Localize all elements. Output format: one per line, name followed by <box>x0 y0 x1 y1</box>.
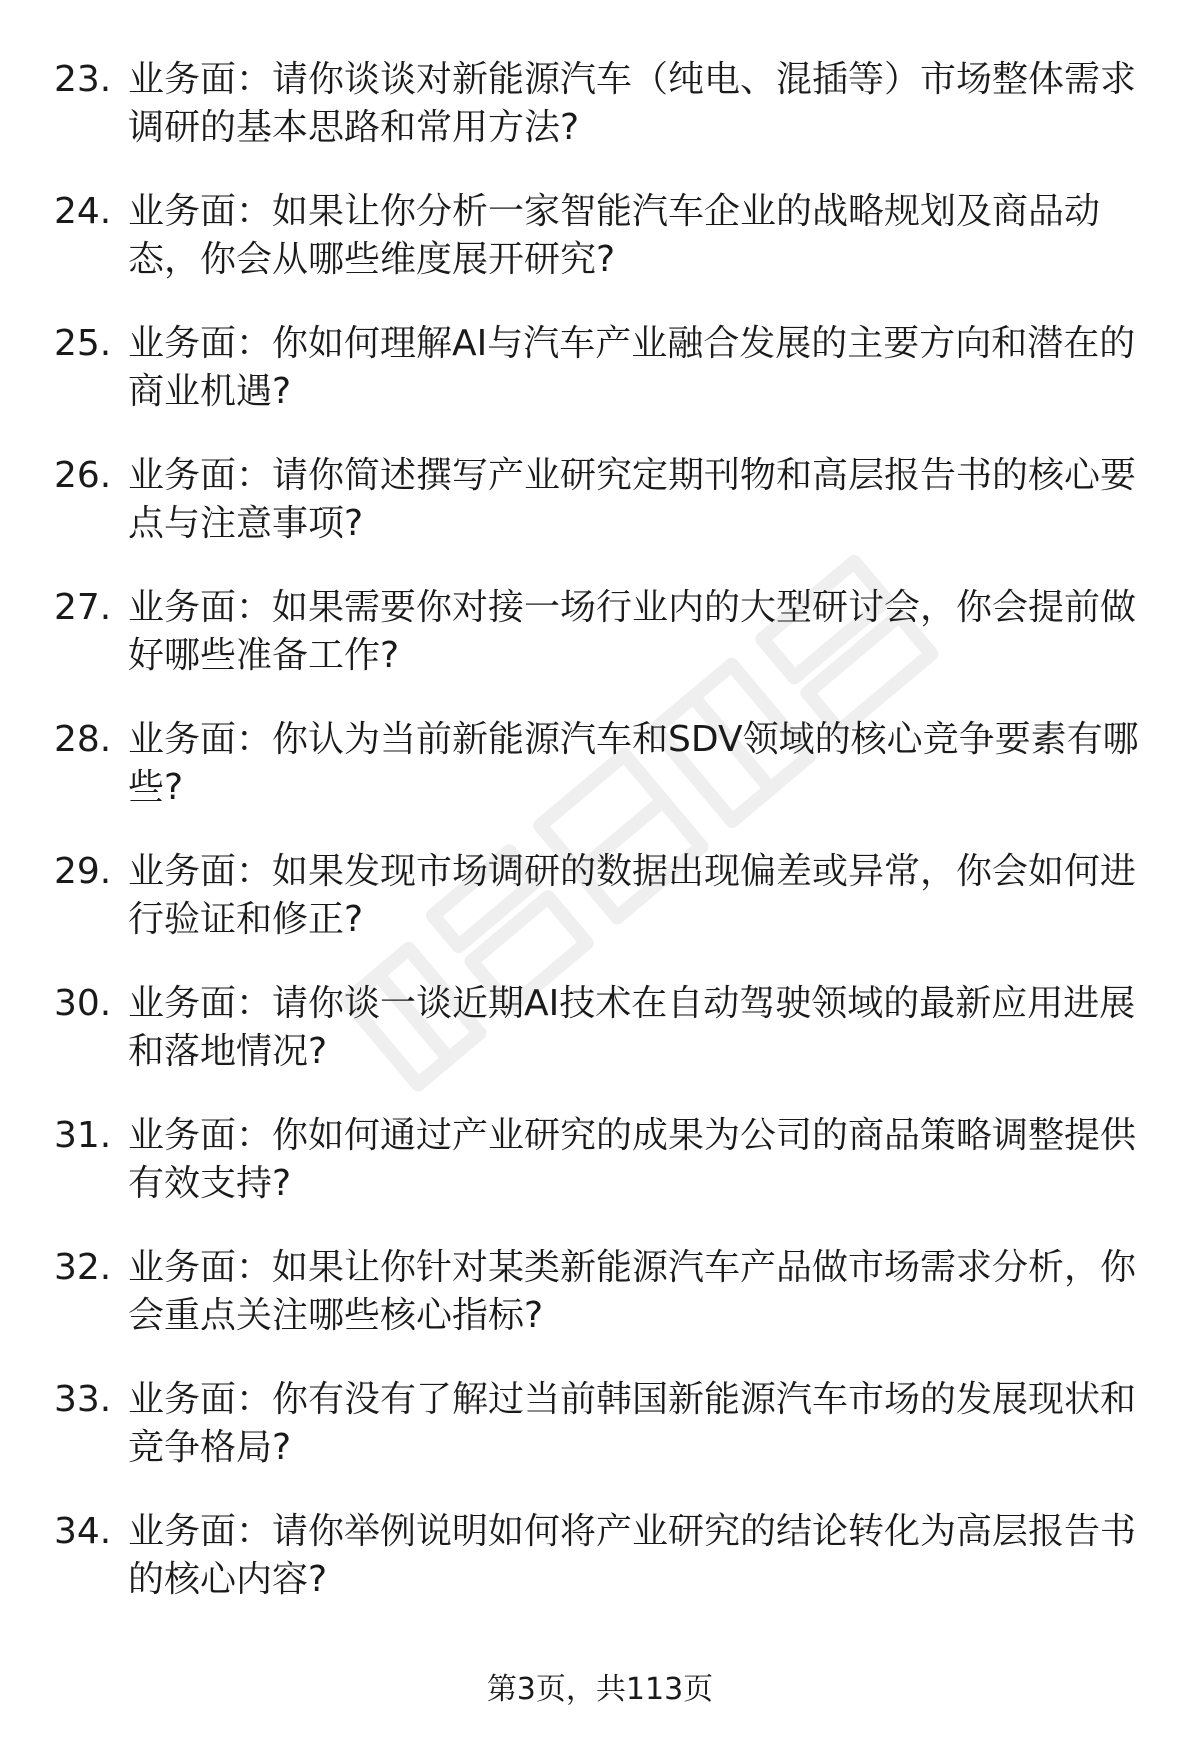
list-item <box>0 188 1200 320</box>
question-number: 26. <box>54 455 112 496</box>
question-text: 业务面：请你举例说明如何将产业研究的结论转化为高层报告书的核心内容? <box>128 1511 1137 1600</box>
list-item <box>0 56 1200 188</box>
list-item <box>0 452 1200 584</box>
question-number: 31. <box>54 1115 112 1156</box>
question-text: 业务面：如果发现市场调研的数据出现偏差或异常，你会如何进行验证和修正? <box>128 851 1137 940</box>
question-number: 32. <box>54 1247 112 1288</box>
question-list <box>0 56 1200 1640</box>
list-item <box>0 584 1200 716</box>
question-text: 业务面：你如何理解AI与汽车产业融合发展的主要方向和潜在的商业机遇? <box>128 323 1136 412</box>
question-number: 29. <box>54 851 112 892</box>
question-text: 业务面：你有没有了解过当前韩国新能源汽车市场的发展现状和竞争格局? <box>128 1379 1137 1468</box>
question-text: 业务面：请你谈谈对新能源汽车（纯电、混插等）市场整体需求调研的基本思路和常用方法? <box>128 59 1137 148</box>
list-item <box>0 1244 1200 1376</box>
question-text: 业务面：你认为当前新能源汽车和SDV领域的核心竞争要素有哪些? <box>128 719 1139 808</box>
question-number: 24. <box>54 191 112 232</box>
list-item <box>0 1508 1200 1640</box>
question-number: 25. <box>54 323 112 364</box>
question-text: 业务面：如果需要你对接一场行业内的大型研讨会，你会提前做好哪些准备工作? <box>128 587 1137 676</box>
question-text: 业务面：你如何通过产业研究的成果为公司的商品策略调整提供有效支持? <box>128 1115 1137 1204</box>
question-text: 业务面：请你简述撰写产业研究定期刊物和高层报告书的核心要点与注意事项? <box>128 455 1137 544</box>
list-item <box>0 980 1200 1112</box>
question-number: 33. <box>54 1379 112 1420</box>
page-footer: 第3页，共113页 <box>486 1672 714 1707</box>
question-text: 业务面：请你谈一谈近期AI技术在自动驾驶领域的最新应用进展和落地情况? <box>128 983 1136 1072</box>
list-item <box>0 716 1200 848</box>
list-item <box>0 1112 1200 1244</box>
question-number: 27. <box>54 587 112 628</box>
list-item <box>0 848 1200 980</box>
question-number: 28. <box>54 719 112 760</box>
question-number: 23. <box>54 59 112 100</box>
question-text: 业务面：如果让你针对某类新能源汽车产品做市场需求分析，你会重点关注哪些核心指标? <box>128 1247 1137 1336</box>
list-item <box>0 1376 1200 1508</box>
question-number: 34. <box>54 1511 112 1552</box>
question-text: 业务面：如果让你分析一家智能汽车企业的战略规划及商品动态，你会从哪些维度展开研究? <box>128 191 1101 280</box>
list-item <box>0 320 1200 452</box>
question-number: 30. <box>54 983 112 1024</box>
